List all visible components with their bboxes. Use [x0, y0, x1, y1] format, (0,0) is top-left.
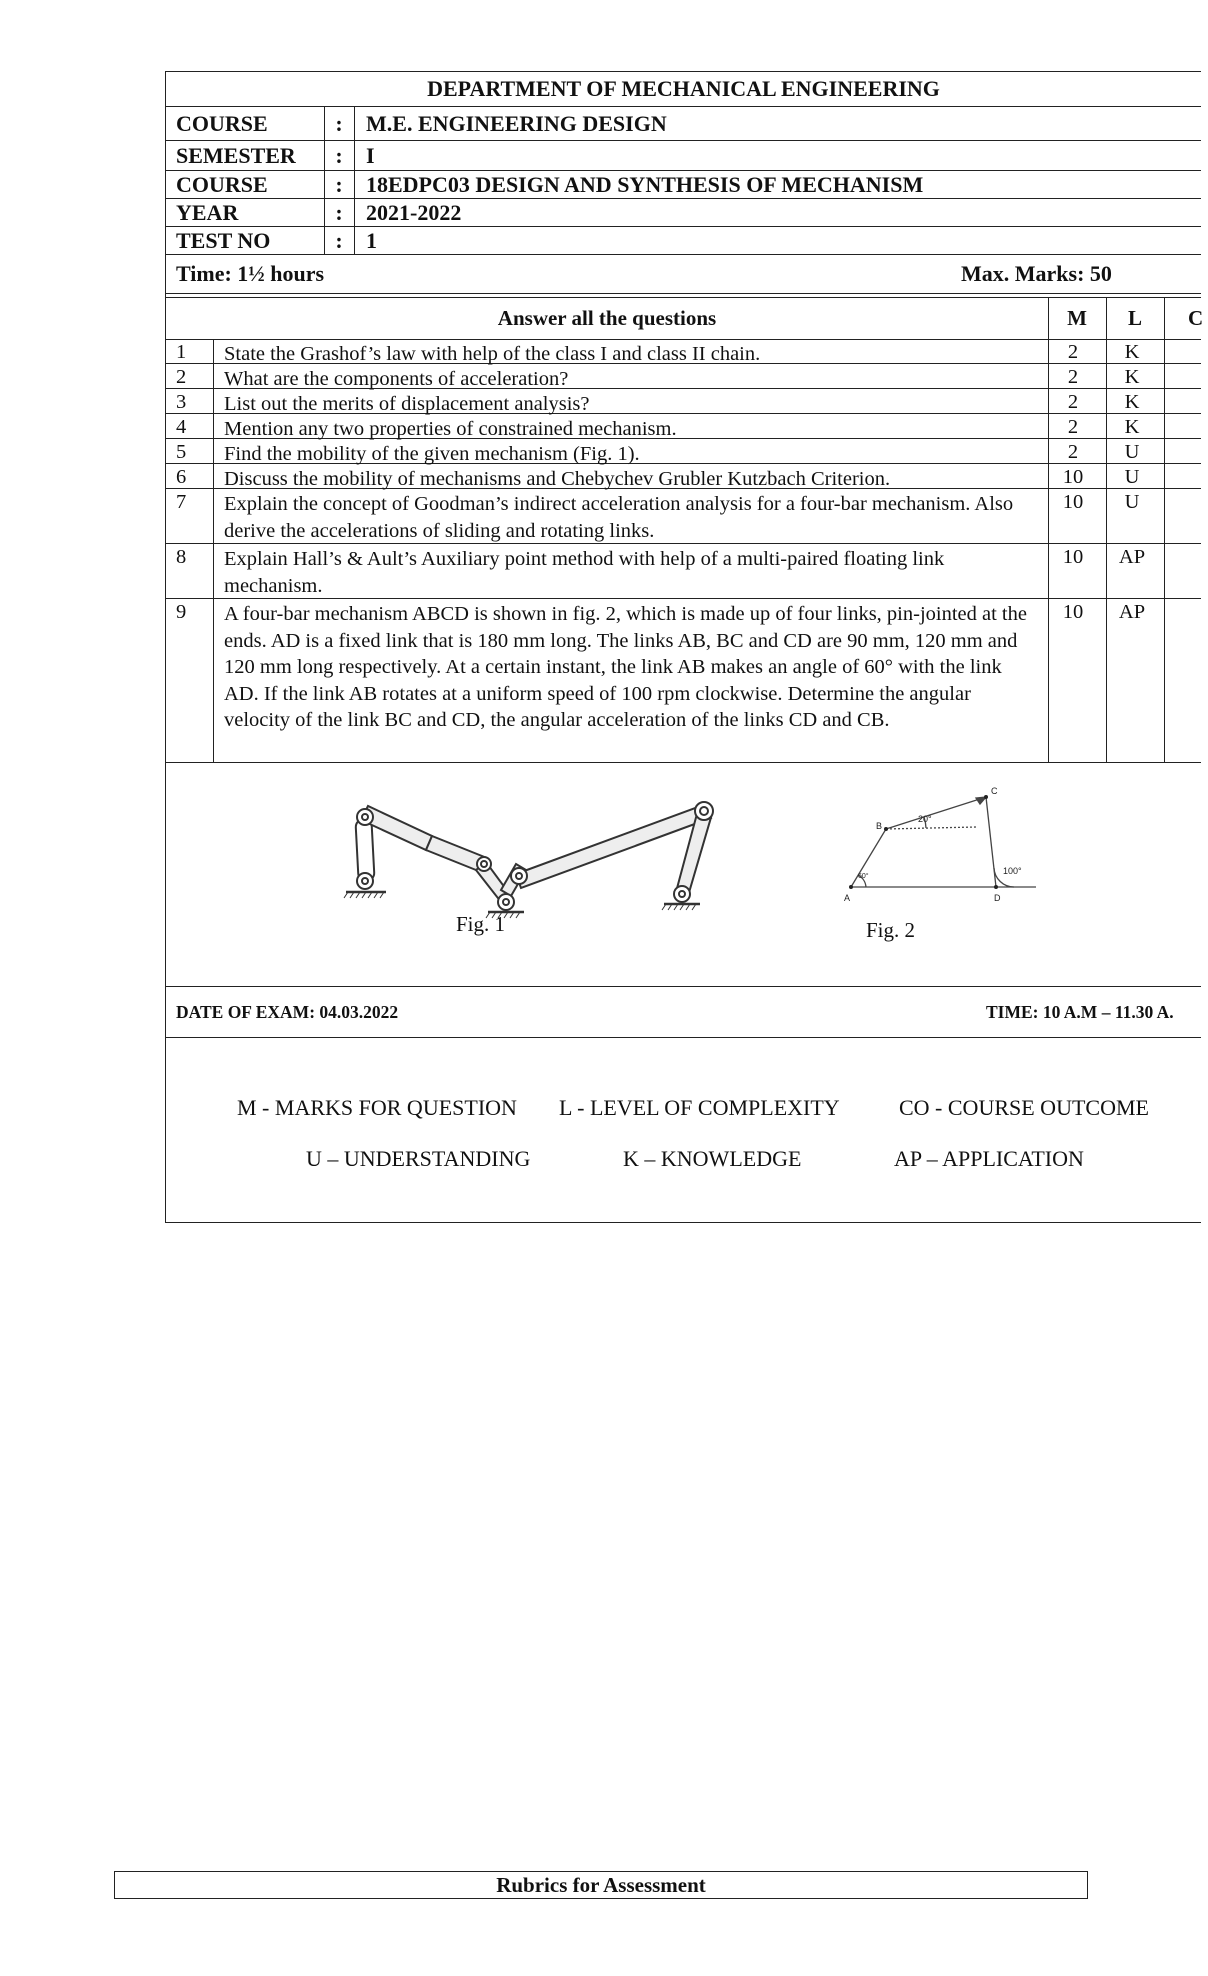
questions-header-row [166, 297, 1204, 340]
table-row [166, 599, 1201, 763]
legend-level: L - LEVEL OF COMPLEXITY [559, 1095, 840, 1120]
question-marks: 10 [1062, 601, 1084, 623]
info-row-course-code [166, 171, 1201, 199]
fig2-label-b: B [876, 821, 883, 831]
question-number: 1 [176, 341, 187, 363]
question-marks: 2 [1067, 341, 1079, 363]
question-level: K [1124, 341, 1140, 363]
time-marks-row [166, 255, 1201, 294]
questions-instruction: Answer all the questions [497, 306, 717, 330]
table-row [166, 339, 1201, 364]
department-row [166, 72, 1201, 107]
info-row-test-no [166, 227, 1201, 255]
question-level: K [1124, 391, 1140, 413]
question-text: What are the components of acceleration? [224, 368, 569, 390]
question-marks: 2 [1067, 441, 1079, 463]
question-level: AP [1118, 546, 1146, 568]
question-text: A four-bar mechanism ABCD is shown in fig. 2, which is made up of four links, pin-jointed at the ends. AD is a fixed link that is 180 mm long. The links AB, BC and CD are 90 mm, 120 mm and 120 mm long respectively. At a certain instant, the link AB makes an angle of 60° with the link AD. If the link AB rotates at a uniform speed of 100 rpm clockwise. Determine the angular velocity of the link BC and CD, the angular acceleration of the links CD and CB. [224, 603, 1027, 731]
questions-table [166, 339, 1201, 779]
question-level: U [1124, 491, 1140, 513]
table-row [166, 464, 1201, 489]
table-row [166, 439, 1201, 464]
question-level: K [1124, 366, 1140, 388]
info-row-year [166, 199, 1201, 227]
exam-date: DATE OF EXAM: 04.03.2022 [176, 1001, 399, 1022]
question-text: Find the mobility of the given mechanism (Fig. 1). [224, 443, 640, 465]
fig2-label-d: D [994, 893, 1001, 903]
info-sep: : [335, 227, 343, 253]
question-level: U [1124, 441, 1140, 463]
exam-time: TIME: 10 A.M – 11.30 A. [986, 1001, 1174, 1022]
info-value: 2021-2022 [366, 199, 462, 225]
info-row-semester [166, 141, 1201, 171]
legend-knowledge: K – KNOWLEDGE [623, 1146, 802, 1171]
question-number: 6 [176, 466, 187, 488]
question-number: 9 [176, 601, 187, 623]
question-number: 5 [176, 441, 187, 463]
figures-area [166, 764, 1201, 987]
max-marks: Max. Marks: 50 [961, 261, 1112, 286]
question-text: Explain Hall’s & Ault’s Auxiliary point method with help of a multi-paired floating link mechanism. [224, 548, 945, 597]
col-marks-header: M [1067, 306, 1087, 330]
department-title: DEPARTMENT OF MECHANICAL ENGINEERING [427, 76, 940, 101]
info-sep: : [335, 171, 343, 197]
col-co-header: C [1188, 306, 1204, 330]
question-marks: 10 [1062, 466, 1084, 488]
legend-marks: M - MARKS FOR QUESTION [237, 1095, 517, 1120]
question-paper [165, 71, 1204, 1223]
question-marks: 2 [1067, 391, 1079, 413]
info-value: I [366, 142, 375, 168]
fig2-angle-b: 20° [918, 814, 932, 824]
fig1-caption: Fig. 1 [456, 912, 506, 936]
legend-application: AP – APPLICATION [894, 1146, 1084, 1171]
table-row [166, 414, 1201, 439]
question-text: List out the merits of displacement analysis? [224, 393, 590, 415]
table-row [166, 389, 1201, 414]
question-marks: 2 [1067, 416, 1079, 438]
col-level-header: L [1127, 306, 1142, 330]
fig2-angle-a: 60° [858, 873, 869, 880]
question-level: U [1124, 466, 1140, 488]
question-text: Mention any two properties of constrained mechanism. [224, 418, 677, 440]
question-level: K [1124, 416, 1140, 438]
info-value: 18EDPC03 DESIGN AND SYNTHESIS OF MECHANISM [366, 171, 924, 197]
info-row-course [166, 107, 1201, 141]
exam-schedule-row [166, 987, 1201, 1038]
info-value: 1 [366, 227, 377, 253]
table-row [166, 489, 1201, 544]
fig1-mechanism-diagram [336, 784, 806, 924]
fig2-label-a: A [844, 893, 851, 903]
info-label: YEAR [176, 199, 239, 225]
legend-course-outcome: CO - COURSE OUTCOME [899, 1095, 1149, 1120]
question-number: 3 [176, 391, 187, 413]
info-sep: : [335, 142, 343, 168]
legend-understanding: U – UNDERSTANDING [306, 1146, 531, 1171]
info-sep: : [335, 199, 343, 225]
question-number: 4 [176, 416, 187, 438]
info-label: TEST NO [176, 227, 271, 253]
info-label: COURSE [176, 171, 268, 197]
question-marks: 10 [1062, 546, 1084, 568]
table-row [166, 544, 1201, 599]
question-marks: 10 [1062, 491, 1084, 513]
question-text: Discuss the mobility of mechanisms and Chebychev Grubler Kutzbach Criterion. [224, 468, 891, 490]
fig2-label-c: C [991, 786, 998, 796]
fig2-angle-d: 100° [1003, 866, 1022, 876]
info-label: COURSE [176, 110, 268, 136]
table-row [166, 364, 1201, 389]
info-sep: : [335, 110, 343, 136]
fig2-caption: Fig. 2 [866, 918, 916, 942]
exam-duration: Time: 1½ hours [176, 261, 325, 286]
rubrics-heading: Rubrics for Assessment [114, 1871, 1088, 1899]
info-label: SEMESTER [176, 142, 296, 168]
question-level: AP [1118, 601, 1146, 623]
question-number: 2 [176, 366, 187, 388]
question-number: 8 [176, 546, 187, 568]
info-value: M.E. ENGINEERING DESIGN [366, 110, 667, 136]
question-text: State the Grashof’s law with help of the class I and class II chain. [224, 343, 761, 365]
question-marks: 2 [1067, 366, 1079, 388]
question-number: 7 [176, 491, 187, 513]
question-text: Explain the concept of Goodman’s indirect acceleration analysis for a four-bar mechanism. Also derive the accelerations of sliding and rotating links. [224, 493, 1014, 542]
fig2-four-bar-diagram [836, 782, 1046, 912]
